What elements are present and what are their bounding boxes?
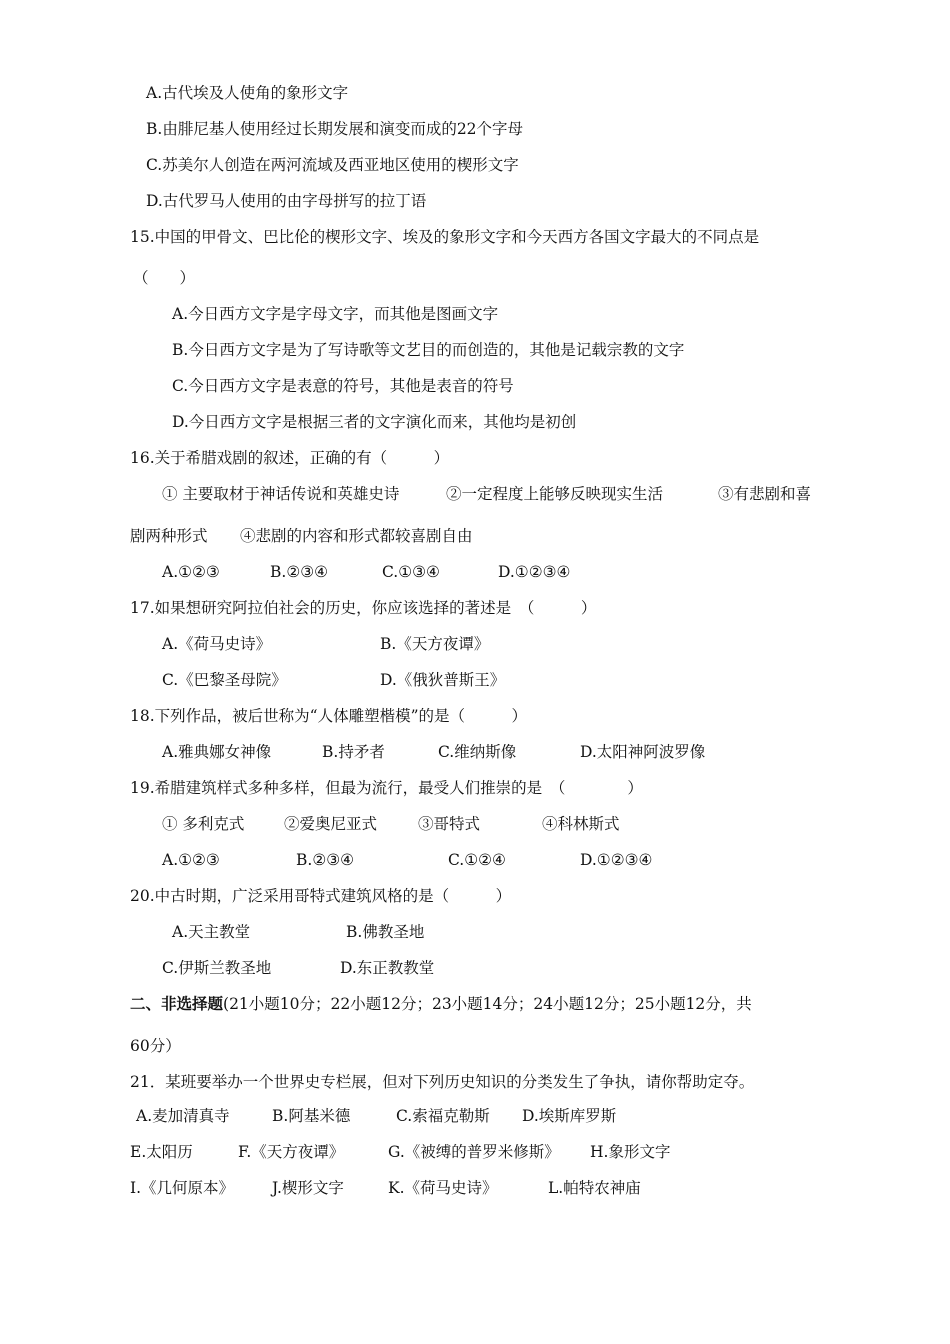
q18-option-c: C.维纳斯像 bbox=[438, 743, 517, 761]
q20-option-a: A.天主教堂 bbox=[172, 923, 251, 941]
q19-option-b: B.②③④ bbox=[296, 851, 355, 869]
q18-stem: 18.下列作品，被后世称为“人体雕塑楷模”的是（ ） bbox=[130, 707, 528, 725]
q15-option-d: D.今日西方文字是根据三者的文字演化而来，其他均是初创 bbox=[172, 413, 577, 431]
q19-statement-1: ① 多利克式 bbox=[162, 815, 245, 833]
q14-option-a: A.古代埃及人使角的象形文字 bbox=[146, 84, 349, 102]
q21-item: J.楔形文字 bbox=[272, 1179, 344, 1197]
q19-statement-3: ③哥特式 bbox=[418, 815, 481, 833]
q14-option-b: B.由腓尼基人使用经过长期发展和演变而成的22个字母 bbox=[146, 120, 524, 138]
q19-statement-4: ④科林斯式 bbox=[542, 815, 620, 833]
q17-stem: 17.如果想研究阿拉伯社会的历史，你应该选择的著述是 （ ） bbox=[130, 599, 597, 617]
q14-option-c: C.苏美尔人创造在两河流域及西亚地区使用的楔形文字 bbox=[146, 156, 519, 174]
q21-item: F.《天方夜谭》 bbox=[238, 1143, 345, 1161]
q16-option-d: D.①②③④ bbox=[498, 563, 571, 581]
q16-option-a: A.①②③ bbox=[162, 563, 220, 581]
q21-item: K.《荷马史诗》 bbox=[388, 1179, 498, 1197]
q19-option-d: D.①②③④ bbox=[580, 851, 653, 869]
q18-option-a: A.雅典娜女神像 bbox=[162, 743, 272, 761]
q21-item: E.太阳历 bbox=[130, 1143, 193, 1161]
q21-item: I.《几何原本》 bbox=[130, 1179, 235, 1197]
q16-statement-3: ③有悲剧和喜 bbox=[718, 485, 812, 503]
q21-item: D.埃斯库罗斯 bbox=[522, 1107, 617, 1125]
q21-stem: 21．某班要举办一个世界史专栏展，但对下列历史知识的分类发生了争执，请你帮助定夺。 bbox=[130, 1073, 755, 1091]
q17-option-b: B.《天方夜谭》 bbox=[380, 635, 490, 653]
q16-statement-4: ④悲剧的内容和形式都较喜剧自由 bbox=[240, 527, 473, 545]
q15-option-a: A.今日西方文字是字母文字，而其他是图画文字 bbox=[172, 305, 499, 323]
q21-item: L.帕特农神庙 bbox=[548, 1179, 641, 1197]
q21-item: A.麦加清真寺 bbox=[136, 1107, 230, 1125]
q19-stem: 19.希腊建筑样式多种多样，但最为流行，最受人们推崇的是 （ ） bbox=[130, 779, 643, 797]
q17-option-a: A.《荷马史诗》 bbox=[162, 635, 272, 653]
section-2-description-cont: 60分） bbox=[130, 1037, 181, 1055]
q20-option-d: D.东正教教堂 bbox=[340, 959, 435, 977]
q15-option-b: B.今日西方文字是为了写诗歌等文艺目的而创造的，其他是记载宗教的文字 bbox=[172, 341, 685, 359]
q16-statement-3-cont: 剧两种形式 bbox=[130, 527, 208, 545]
q21-item: B.阿基米德 bbox=[272, 1107, 351, 1125]
q16-statement-2: ②一定程度上能够反映现实生活 bbox=[446, 485, 664, 503]
q21-item: G.《被缚的普罗米修斯》 bbox=[388, 1143, 560, 1161]
q17-option-d: D.《俄狄普斯王》 bbox=[380, 671, 506, 689]
section-2-description: (21小题10分；22小题12分；23小题14分；24小题12分；25小题12分，共 bbox=[223, 995, 752, 1013]
q21-item: C.索福克勒斯 bbox=[396, 1107, 490, 1125]
q16-stem: 16.关于希腊戏剧的叙述，正确的有（ ） bbox=[130, 449, 450, 467]
q19-option-a: A.①②③ bbox=[162, 851, 220, 869]
q20-stem: 20.中古时期，广泛采用哥特式建筑风格的是（ ） bbox=[130, 887, 512, 905]
q15-stem: 15.中国的甲骨文、巴比伦的楔形文字、埃及的象形文字和今天西方各国文字最大的不同点是 bbox=[130, 228, 760, 246]
q18-option-b: B.持矛者 bbox=[322, 743, 385, 761]
q18-option-d: D.太阳神阿波罗像 bbox=[580, 743, 706, 761]
q16-option-b: B.②③④ bbox=[270, 563, 329, 581]
section-2-heading bbox=[130, 994, 752, 1014]
q20-option-c: C.伊斯兰教圣地 bbox=[162, 959, 272, 977]
q15-blank: （ ） bbox=[133, 269, 196, 287]
q20-option-b: B.佛教圣地 bbox=[346, 923, 425, 941]
q21-item: H.象形文字 bbox=[590, 1143, 671, 1161]
q16-option-c: C.①③④ bbox=[382, 563, 440, 581]
q14-option-d: D.古代罗马人使用的由字母拼写的拉丁语 bbox=[146, 192, 427, 210]
q15-option-c: C.今日西方文字是表意的符号，其他是表音的符号 bbox=[172, 377, 514, 395]
q19-statement-2: ②爱奥尼亚式 bbox=[284, 815, 378, 833]
q19-option-c: C.①②④ bbox=[448, 851, 506, 869]
section-2-title: 二、非选择题 bbox=[130, 994, 224, 1013]
q16-statement-1: ① 主要取材于神话传说和英雄史诗 bbox=[162, 485, 400, 503]
q17-option-c: C.《巴黎圣母院》 bbox=[162, 671, 287, 689]
